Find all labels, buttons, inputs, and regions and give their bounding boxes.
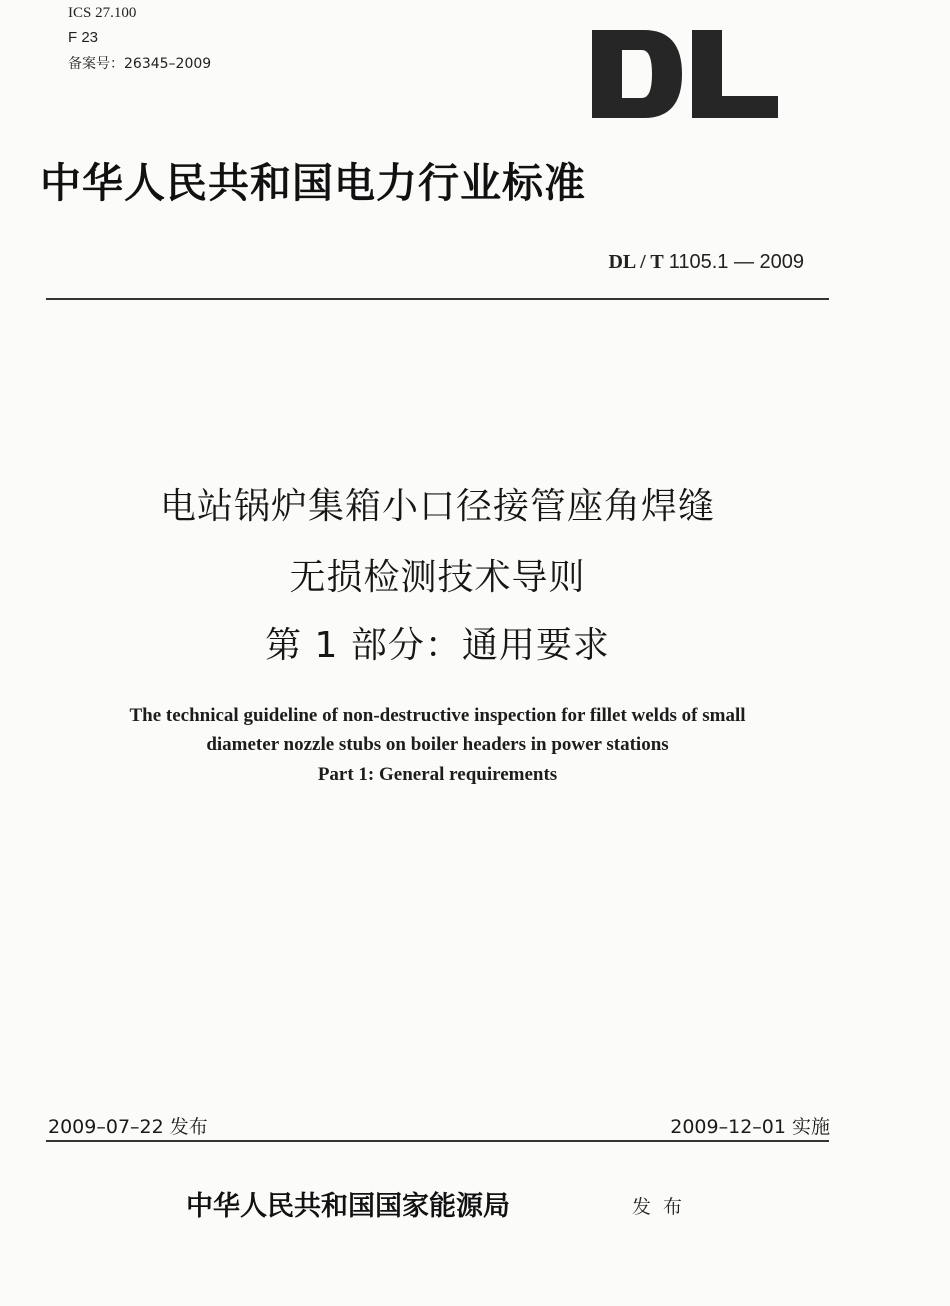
standard-number-value: 1105.1 — 2009 — [668, 251, 804, 273]
dl-logo — [592, 30, 778, 118]
title-cn-line-1: 电站锅炉集箱小口径接管座角焊缝 — [159, 486, 715, 527]
title-en-line-3: Part 1: General requirements — [317, 764, 558, 785]
bottom-divider — [46, 1140, 829, 1142]
publisher-name: 中华人民共和国国家能源局 — [186, 1191, 510, 1222]
standard-number — [608, 251, 804, 274]
classification-code: F 23 — [68, 29, 99, 46]
issue-date: 2009–07–22 发布 — [48, 1116, 208, 1138]
title-cn-line-2: 无损检测技术导则 — [289, 557, 586, 598]
top-divider — [46, 298, 829, 300]
publish-label: 发布 — [632, 1196, 695, 1218]
ics-code: ICS 27.100 — [68, 5, 137, 21]
title-en-line-2: diameter nozzle stubs on boiler headers in power stations — [206, 734, 669, 755]
dl-logo-letter-d — [592, 30, 682, 118]
implementation-date: 2009–12–01 实施 — [670, 1116, 830, 1138]
title-cn-line-3: 第 1 部分：通用要求 — [265, 625, 610, 666]
record-number: 备案号：26345–2009 — [68, 56, 212, 72]
dl-logo-letter-l — [692, 30, 778, 118]
standard-code: DL / T — [608, 251, 664, 273]
title-en-line-1: The technical guideline of non-destructive inspection for fillet welds of small — [129, 705, 746, 726]
standard-category-title: 中华人民共和国电力行业标准 — [40, 159, 586, 207]
